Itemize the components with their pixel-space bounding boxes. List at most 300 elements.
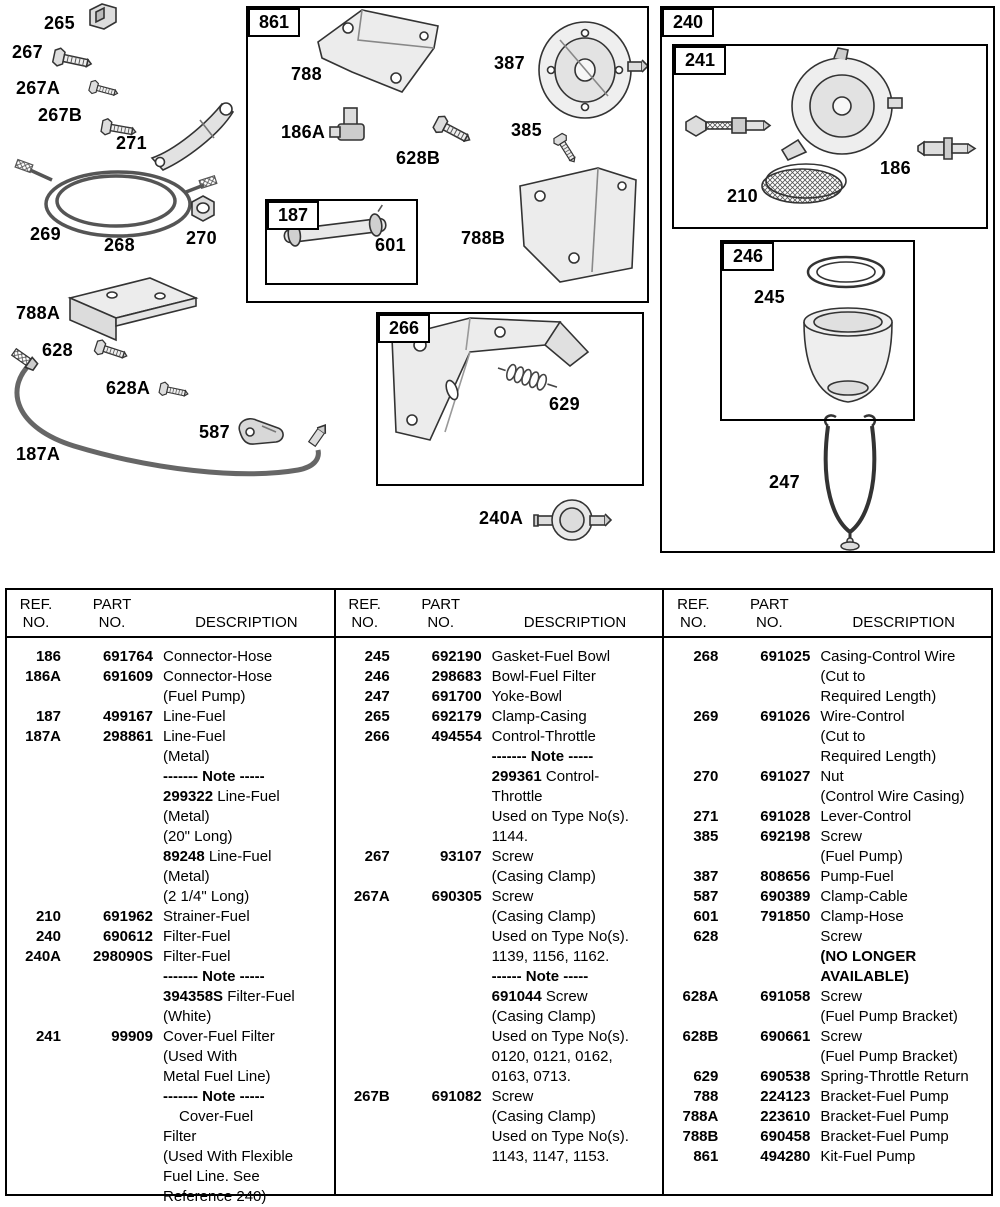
description-text: Used on Type No(s). [491, 1028, 629, 1045]
diagram-overlay [0, 0, 1000, 585]
part-label-387: 387 [494, 53, 525, 73]
description-text: Control- [541, 768, 600, 785]
description-line [163, 847, 330, 867]
parts-table-column-2 [334, 590, 663, 1194]
description-bold-text: ------- Note ----- [163, 1088, 265, 1105]
part-label-788: 788 [291, 64, 322, 84]
parts-row-note [340, 747, 659, 847]
parts-row-269 [668, 707, 987, 767]
description-text: Screw [820, 928, 863, 945]
parts-row-601 [668, 907, 987, 927]
part-label-268: 268 [104, 235, 135, 255]
part-label-788B: 788B [461, 228, 506, 248]
part-no: 808656 [760, 868, 811, 885]
ref-no: 241 [35, 1028, 61, 1045]
description-text: (Used With Flexible [163, 1148, 294, 1165]
parts-row-240A [11, 947, 330, 967]
description-line [163, 887, 330, 907]
description [820, 987, 987, 1027]
description-text: Pump-Fuel [820, 868, 894, 885]
part-label-385: 385 [511, 120, 542, 140]
description [820, 887, 987, 907]
ref-no: 268 [693, 648, 719, 665]
description-line [163, 1147, 330, 1167]
description-text: Used on Type No(s). [491, 928, 629, 945]
part-no: 691700 [431, 688, 482, 705]
header-part-line: NO. [98, 614, 126, 631]
ref-box-label-861: 861 [248, 8, 300, 37]
ref-no: 240 [35, 928, 61, 945]
ref-no: 266 [364, 728, 390, 745]
part-no: 691027 [760, 768, 811, 785]
description-text: Clamp-Cable [820, 888, 908, 905]
ref-no: 601 [693, 908, 719, 925]
description-text: Line-Fuel [213, 788, 280, 805]
description-text: Cover-Fuel [179, 1108, 254, 1125]
description [820, 867, 987, 887]
description-line [163, 1007, 330, 1027]
description-line [163, 907, 330, 927]
description-line [492, 787, 659, 807]
description-text: Nut [820, 768, 844, 785]
description-text: 1144. [491, 828, 529, 845]
ref-box-label-266: 266 [378, 314, 430, 343]
parts-row-628A [668, 987, 987, 1027]
header-description: DESCRIPTION [195, 614, 298, 631]
description-text: Screw [491, 848, 534, 865]
description-line [492, 1067, 659, 1087]
description-line [492, 667, 659, 687]
description-text: Line-Fuel [163, 728, 226, 745]
description-line [163, 1127, 330, 1147]
description-text: Yoke-Bowl [491, 688, 562, 705]
description [163, 647, 330, 667]
ref-no: 187 [35, 708, 61, 725]
header-part-no [728, 596, 810, 632]
parts-table [5, 588, 993, 1205]
description-text: Gasket-Fuel Bowl [491, 648, 611, 665]
description-text: (Metal) [163, 808, 210, 825]
description-line [820, 687, 987, 707]
part-no: 99909 [111, 1028, 153, 1045]
description-line [820, 1107, 987, 1127]
parts-row-187 [11, 707, 330, 727]
description [820, 1087, 987, 1107]
description-text: (Fuel Pump Bracket) [820, 1048, 958, 1065]
part-label-628A: 628A [106, 378, 151, 398]
description-line [820, 707, 987, 727]
description-text: (2 1/4" Long) [163, 888, 250, 905]
ref-no: 628 [693, 928, 719, 945]
description-text: (Cut to [820, 668, 866, 685]
description [163, 967, 330, 1027]
description-text: 1143, 1147, 1153. [491, 1148, 610, 1165]
ref-no: 270 [693, 768, 719, 785]
ref-no: 186A [25, 668, 61, 685]
header-ref-line: NO. [351, 614, 378, 631]
description-line [820, 1087, 987, 1107]
description-text: Fuel Line. See [163, 1168, 260, 1185]
description-text: (White) [163, 1008, 212, 1025]
part-label-628: 628 [42, 340, 73, 360]
header-ref-line: NO. [680, 614, 707, 631]
header-part-line: PART [92, 596, 132, 613]
description-line [492, 847, 659, 867]
part-label-187A: 187A [16, 444, 61, 464]
part-label-270: 270 [186, 228, 217, 248]
parts-row-247 [340, 687, 659, 707]
ref-no: 587 [693, 888, 719, 905]
parts-row-241 [11, 1027, 330, 1087]
description-bold-text: 89248 [163, 848, 205, 865]
description-line [492, 867, 659, 887]
header-part-no [400, 596, 482, 632]
description-text: Spring-Throttle Return [820, 1068, 969, 1085]
description-text: Line-Fuel [204, 848, 272, 865]
description-text: 1139, 1156, 1162. [491, 948, 610, 965]
description [820, 707, 987, 767]
description-text: (Control Wire Casing) [820, 788, 965, 805]
parts-row-629 [668, 1067, 987, 1087]
description-text: Filter-Fuel [163, 928, 231, 945]
parts-row-861 [668, 1147, 987, 1167]
description-text: Wire-Control [820, 708, 905, 725]
description-text: Strainer-Fuel [163, 908, 250, 925]
parts-row-186 [11, 647, 330, 667]
part-no: 298683 [431, 668, 482, 685]
parts-row-628 [668, 927, 987, 987]
description-line [492, 687, 659, 707]
part-no: 298090S [92, 948, 153, 965]
description [492, 967, 659, 1087]
description-line [163, 787, 330, 807]
part-no: 690661 [760, 1028, 811, 1045]
description-line [492, 1087, 659, 1107]
header-part-no [71, 596, 153, 632]
description-line [163, 1187, 330, 1207]
parts-row-268 [668, 647, 987, 707]
description [492, 1087, 659, 1167]
ref-no: 788A [682, 1108, 719, 1125]
part-no: 691025 [760, 648, 811, 665]
parts-row-note [11, 967, 330, 1027]
ref-no: 267B [353, 1088, 390, 1105]
part-no: 692179 [431, 708, 482, 725]
description-line [820, 1147, 987, 1167]
part-label-271: 271 [116, 133, 147, 153]
table-header [7, 590, 334, 638]
parts-row-587 [668, 887, 987, 907]
description-text: Screw [820, 988, 863, 1005]
table-body [336, 638, 663, 1167]
description-line [163, 867, 330, 887]
part-no: 691028 [760, 808, 811, 825]
ref-no: 628B [682, 1028, 719, 1045]
description-text: Used on Type No(s). [491, 1128, 629, 1145]
part-no: 691764 [102, 648, 153, 665]
description-bold-text: 299361 [491, 768, 542, 785]
parts-row-267B [340, 1087, 659, 1167]
header-ref-line: REF. [19, 596, 53, 613]
description-text: 0163, 0713. [491, 1068, 571, 1085]
ref-no: 240A [25, 948, 61, 965]
parts-row-265 [340, 707, 659, 727]
description-line [820, 887, 987, 907]
part-label-240A: 240A [479, 508, 524, 528]
parts-table-column-1 [7, 590, 334, 1205]
description [492, 847, 659, 887]
part-label-245: 245 [754, 287, 785, 307]
description-line [492, 767, 659, 787]
ref-no: 788B [682, 1128, 719, 1145]
part-no: 791850 [760, 908, 811, 925]
parts-row-788A [668, 1107, 987, 1127]
description-line [492, 1027, 659, 1047]
ref-box-label-240: 240 [662, 8, 714, 37]
parts-row-788B [668, 1127, 987, 1147]
description-text: (Fuel Pump Bracket) [820, 1008, 958, 1025]
description-line [820, 807, 987, 827]
description-line [163, 767, 330, 787]
description-bold-text: ------- Note ----- [491, 748, 594, 765]
description-line [163, 807, 330, 827]
part-label-186: 186 [880, 158, 911, 178]
parts-row-246 [340, 667, 659, 687]
description [820, 807, 987, 827]
description-text: Screw [820, 828, 863, 845]
part-label-267A: 267A [16, 78, 61, 98]
description-text: (Fuel Pump) [163, 688, 246, 705]
parts-row-240 [11, 927, 330, 947]
description-line [492, 727, 659, 747]
ref-no: 387 [693, 868, 719, 885]
description-line [492, 1127, 659, 1147]
table-body [7, 638, 334, 1207]
ref-no: 247 [364, 688, 390, 705]
description [820, 1107, 987, 1127]
parts-row-387 [668, 867, 987, 887]
description-text: Screw [541, 988, 588, 1005]
description-text: Clamp-Hose [820, 908, 904, 925]
parts-row-788 [668, 1087, 987, 1107]
parts-row-267 [340, 847, 659, 887]
description-line [492, 987, 659, 1007]
description-text: Connector-Hose [163, 648, 273, 665]
description-line [492, 1147, 659, 1167]
description-line [163, 1047, 330, 1067]
part-no: 690389 [760, 888, 811, 905]
description-line [163, 1107, 330, 1127]
description-text: (20" Long) [163, 828, 233, 845]
header-ref-line: NO. [22, 614, 50, 631]
parts-row-270 [668, 767, 987, 807]
header-ref-line: REF. [348, 596, 381, 613]
part-no: 691962 [102, 908, 153, 925]
description [163, 667, 330, 707]
description-line [820, 1007, 987, 1027]
description-text: (Fuel Pump) [820, 848, 903, 865]
description-bold-text: (NO LONGER [820, 948, 917, 965]
description-bold-text: 691044 [491, 988, 542, 1005]
table-header [336, 590, 663, 638]
description-text: 0120, 0121, 0162, [491, 1048, 613, 1065]
header-part-line: PART [421, 596, 460, 613]
description-line [163, 1167, 330, 1187]
description-text: Control-Throttle [491, 728, 596, 745]
description-line [163, 667, 330, 687]
ref-no: 187A [25, 728, 61, 745]
parts-row-note [11, 767, 330, 907]
description-line [492, 1007, 659, 1027]
description-line [820, 787, 987, 807]
description-bold-text: ------- Note ----- [163, 768, 265, 785]
part-no: 691082 [431, 1088, 482, 1105]
part-label-628B: 628B [396, 148, 441, 168]
description-bold-text: ------ Note ----- [491, 968, 589, 985]
description-bold-text: AVAILABLE) [820, 968, 909, 985]
description-line [820, 867, 987, 887]
description-line [163, 727, 330, 747]
description-line [492, 807, 659, 827]
description-line [163, 827, 330, 847]
header-ref-no [11, 596, 61, 632]
part-no: 690305 [431, 888, 482, 905]
description-text: Filter-Fuel [223, 988, 295, 1005]
ref-box-label-241: 241 [674, 46, 726, 75]
parts-row-note [340, 967, 659, 1087]
part-no: 224123 [760, 1088, 811, 1105]
ref-no: 269 [693, 708, 719, 725]
ref-no: 267A [353, 888, 390, 905]
part-label-247: 247 [769, 472, 800, 492]
table-body [664, 638, 991, 1167]
description [163, 727, 330, 767]
header-ref-line: REF. [677, 596, 710, 613]
description-line [492, 907, 659, 927]
description-text: Bowl-Fuel Filter [491, 668, 596, 685]
description [820, 1147, 987, 1167]
description-line [492, 947, 659, 967]
description-text: Filter-Fuel [163, 948, 231, 965]
part-no: 690612 [102, 928, 153, 945]
part-label-587: 587 [199, 422, 230, 442]
description-line [492, 887, 659, 907]
description-text: Cover-Fuel Filter [163, 1028, 275, 1045]
description-line [820, 987, 987, 1007]
part-label-788A: 788A [16, 303, 61, 323]
description-text: (Casing Clamp) [491, 1008, 596, 1025]
part-no: 692198 [760, 828, 811, 845]
header-part-line: NO. [756, 614, 783, 631]
description-line [820, 1047, 987, 1067]
ref-no: 629 [693, 1068, 719, 1085]
parts-row-385 [668, 827, 987, 867]
part-no: 691609 [102, 668, 153, 685]
description-text: Used on Type No(s). [491, 808, 629, 825]
ref-no: 271 [693, 808, 719, 825]
description-line [163, 967, 330, 987]
description-line [492, 747, 659, 767]
description [492, 647, 659, 667]
description-text: Lever-Control [820, 808, 912, 825]
description [163, 927, 330, 947]
part-no: 494280 [760, 1148, 811, 1165]
description-text: (Cut to [820, 728, 866, 745]
part-no: 93107 [439, 848, 482, 865]
table-header [664, 590, 991, 638]
description [492, 727, 659, 747]
description-line [492, 967, 659, 987]
description-text: (Metal) [163, 868, 210, 885]
description-line [163, 1087, 330, 1107]
description-line [492, 647, 659, 667]
parts-row-187A [11, 727, 330, 767]
description [163, 767, 330, 907]
description-line [163, 707, 330, 727]
description [820, 647, 987, 707]
description-bold-text: 299322 [163, 788, 214, 805]
description-text: Throttle [491, 788, 543, 805]
description-text: Casing-Control Wire [820, 648, 956, 665]
description-text: (Used With [163, 1048, 238, 1065]
parts-row-267A [340, 887, 659, 967]
description-line [820, 767, 987, 787]
description-text: (Casing Clamp) [491, 1108, 596, 1125]
description-text: Line-Fuel [163, 708, 226, 725]
parts-row-note [11, 1087, 330, 1207]
parts-row-266 [340, 727, 659, 747]
description [163, 1087, 330, 1207]
description-line [163, 927, 330, 947]
ref-no: 628A [682, 988, 719, 1005]
parts-row-271 [668, 807, 987, 827]
ref-no: 861 [693, 1148, 719, 1165]
description-line [163, 747, 330, 767]
description [820, 907, 987, 927]
description-text: (Casing Clamp) [491, 868, 596, 885]
part-label-265: 265 [44, 13, 75, 33]
part-label-210: 210 [727, 186, 758, 206]
description-text: Screw [820, 1028, 863, 1045]
ref-no: 246 [364, 668, 390, 685]
description-line [163, 1067, 330, 1087]
parts-row-245 [340, 647, 659, 667]
description-line [492, 827, 659, 847]
ref-no: 210 [35, 908, 61, 925]
description-text: Screw [491, 888, 534, 905]
description-line [820, 647, 987, 667]
description [492, 707, 659, 727]
part-no: 690458 [760, 1128, 811, 1145]
part-label-269: 269 [30, 224, 61, 244]
part-no: 499167 [102, 708, 153, 725]
part-no: 692190 [431, 648, 482, 665]
description-text: Bracket-Fuel Pump [820, 1088, 949, 1105]
description-line [820, 967, 987, 987]
description [492, 747, 659, 847]
ref-no: 788 [693, 1088, 719, 1105]
description [163, 1027, 330, 1087]
description-line [820, 827, 987, 847]
header-ref-no [340, 596, 390, 632]
description-text: Reference 240) [163, 1188, 267, 1205]
description-line [492, 1047, 659, 1067]
description [820, 1127, 987, 1147]
description-line [820, 667, 987, 687]
description-line [820, 927, 987, 947]
header-part-line: NO. [427, 614, 454, 631]
description-bold-text: 394358S [163, 988, 224, 1005]
